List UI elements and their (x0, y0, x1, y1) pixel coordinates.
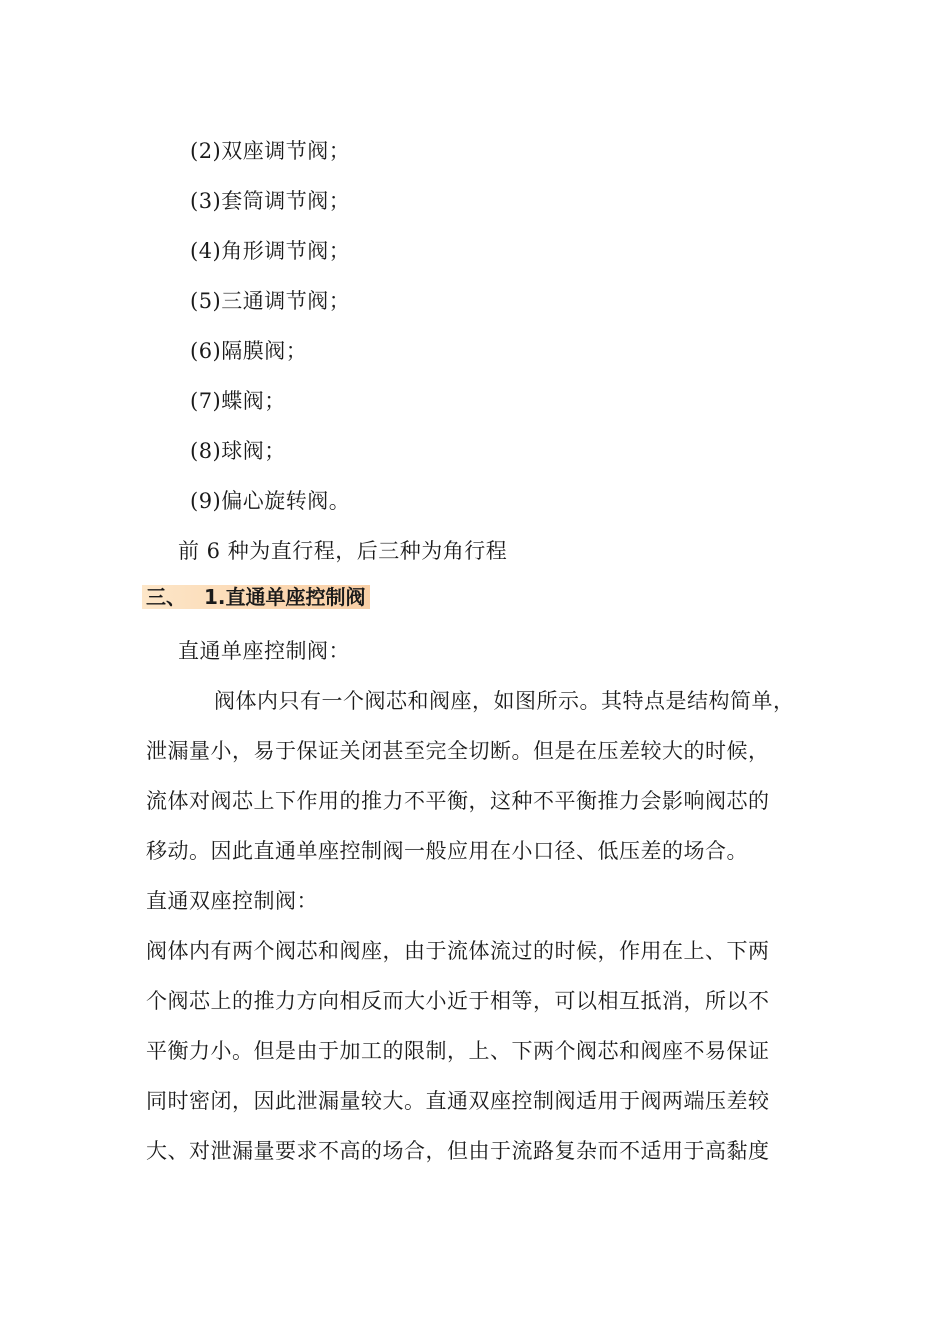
single-seat-paragraph-line: 流体对阀芯上下作用的推力不平衡，这种不平衡推力会影响阀芯的 (146, 789, 770, 813)
single-seat-label: 直通单座控制阀： (178, 639, 350, 663)
list-item-diaphragm: (6)隔膜阀； (190, 339, 308, 363)
list-item-three-way: (5)三通调节阀； (190, 289, 351, 313)
section-heading (142, 582, 370, 612)
single-seat-paragraph-line: 移动。因此直通单座控制阀一般应用在小口径、低压差的场合。 (146, 839, 748, 863)
double-seat-paragraph-line: 同时密闭，因此泄漏量较大。直通双座控制阀适用于阀两端压差较 (146, 1089, 770, 1113)
list-item-sleeve: (3)套筒调节阀； (190, 189, 351, 213)
section-title: 1.直通单座控制阀 (204, 585, 366, 609)
list-item-double-seat: (2)双座调节阀； (190, 139, 351, 163)
section-heading-highlight (142, 585, 370, 609)
double-seat-paragraph-line: 个阀芯上的推力方向相反而大小近于相等，可以相互抵消，所以不 (146, 989, 770, 1013)
double-seat-paragraph-line: 阀体内有两个阀芯和阀座，由于流体流过的时候，作用在上、下两 (146, 939, 770, 963)
list-item-angle: (4)角形调节阀； (190, 239, 351, 263)
list-item-butterfly: (7)蝶阀； (190, 389, 286, 413)
single-seat-paragraph-line: 泄漏量小，易于保证关闭甚至完全切断。但是在压差较大的时候， (146, 739, 770, 763)
section-number: 三、 (146, 585, 186, 609)
double-seat-paragraph-line: 平衡力小。但是由于加工的限制，上、下两个阀芯和阀座不易保证 (146, 1039, 770, 1063)
list-item-ball: (8)球阀； (190, 439, 286, 463)
list-item-eccentric-rotary: (9)偏心旋转阀。 (190, 489, 351, 513)
single-seat-paragraph-line: 阀体内只有一个阀芯和阀座，如图所示。其特点是结构简单， (214, 689, 795, 713)
double-seat-label: 直通双座控制阀： (146, 889, 318, 913)
double-seat-paragraph-line: 大、对泄漏量要求不高的场合，但由于流路复杂而不适用于高黏度 (146, 1139, 770, 1163)
stroke-summary: 前 6 种为直行程，后三种为角行程 (178, 539, 508, 563)
